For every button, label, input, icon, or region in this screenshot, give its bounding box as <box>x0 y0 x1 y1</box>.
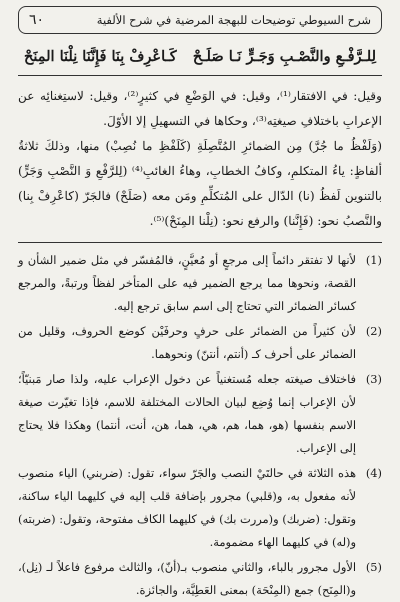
verse-line <box>18 48 382 65</box>
footnote-item <box>18 320 382 366</box>
footnote-number: (4) <box>365 466 382 480</box>
footnote-number: (1) <box>365 253 382 267</box>
footnote-number: (2) <box>365 324 382 338</box>
footnote-text: لأن كثيراً من الضمائر على حرفٍ وحرفَيْن كوضع الحروف، وقليل من الضمائر على أحرف كـ (أنتم، أنتنّ) ونحوهما. <box>18 324 356 361</box>
footnote-item <box>18 368 382 460</box>
verse-divider <box>18 75 382 76</box>
verse-hemistich-left: كَـاعْرِفْ بِنَا فَإِنَّنَا نِلْنَا المِنَحْ <box>24 48 177 65</box>
footnote-number: (3) <box>365 372 382 386</box>
footnote-item <box>18 462 382 554</box>
verse-hemistich-right: لِلـرَّفْـعِ والنَّصْـبِ وَجَـرٍّ نَـا صَلَـحْ <box>192 48 376 65</box>
main-paragraph: وقيل: في الافتقار⁽¹⁾، وقيل: في الوَضْعِ في كثيرٍ⁽²⁾، وقيل: لاستِغنائِه عن الإعرابِ باختلافِ صيغتِه⁽³⁾، وحكاها في التسهيلِ إلا الأوّلَ. <box>18 89 382 128</box>
footnote-text: فاختلاف صيغته جعله مُستغنياً عن دخول الإعراب عليه، ولذا صار مَبنيّاً؛ لأن الإعراب إنما وُضِع لبيان الحالات المختلفة للاسم، فإذا تغيّرت صيغة الاسم بنفسها (هو، هما، هم، هي، هما، هن، أنت، أنتما) وهكذا فلا يحتاج إلى الإعراب. <box>18 372 356 455</box>
footnote-item <box>18 249 382 318</box>
footnote-text: الأول مجرور بالباء، والثاني منصوب بـ(أنّ)، والثالث مرفوع فاعلاً لـ (نِل)، و(المِنَح) جمع (المِنْحَة) بمعنى العَطِيَّة، والجائزة. <box>18 560 356 597</box>
main-text <box>18 84 382 234</box>
footnote-number: (5) <box>365 560 382 574</box>
running-title: شرح السيوطي توضيحات للبهجة المرضية في شرح الألفية <box>96 13 371 27</box>
page-number: ٦٠ <box>29 12 45 28</box>
footnote-text: هذه الثلاثة في حالتَيْ النصب والجَرّ سواء، تقول: (ضربني) الياء منصوب لأنه مفعول به، و(قلبي) مجرور بإضافة قلب إليه في كليهما الياء ساكنة، وتقول: (ضربك) و(مررت بك) في كليهما الكاف مفتوحة، وتقول: (ضربته) و(له) في كليهما الهاء مضمومة. <box>18 466 356 549</box>
footnotes-divider <box>18 242 382 243</box>
page-header <box>18 6 382 34</box>
footnotes <box>18 249 382 602</box>
footnote-text: لأنها لا تفتقر دائماً إلى مرجعٍ أو مُعيَّنٍ، فالمُفسّر في مثل ضمير الشأن و القصة، ونحوها مما يرجع الضمير فيه على المتأخر لفظاً ورتبةً، والمرجع كسائر الضمائر التي تحتاج إلى اسم سابق ترجع إليه. <box>18 253 356 313</box>
main-paragraph: (وَلَفْظُ ما جُرَّ) مِن الضمائرِ المُتَّصِلَةِ (كَلَفْظِ ما نُصِبْ) منها، وذلكَ ثلاثةُ ألفاظٍ: ياءُ المتكلمِ، وكافُ الخطابِ، وهاءُ الغائبِ⁽⁴⁾ (لِلرَّفْعِ وَ النَّصْبِ وَجَرٍّ) بالتنوين لَفظُ (نا) الدّال على المُتكلِّمِ ومَن معه (صَلَحْ) فالجَرّ (كاعْرِفْ بِنا) والنَّصبُ نحو: (فَإِنَّنا) والرفع نحو: (نِلْنا المِنَحْ)⁽⁵⁾. <box>18 139 382 228</box>
footnote-item <box>18 556 382 602</box>
